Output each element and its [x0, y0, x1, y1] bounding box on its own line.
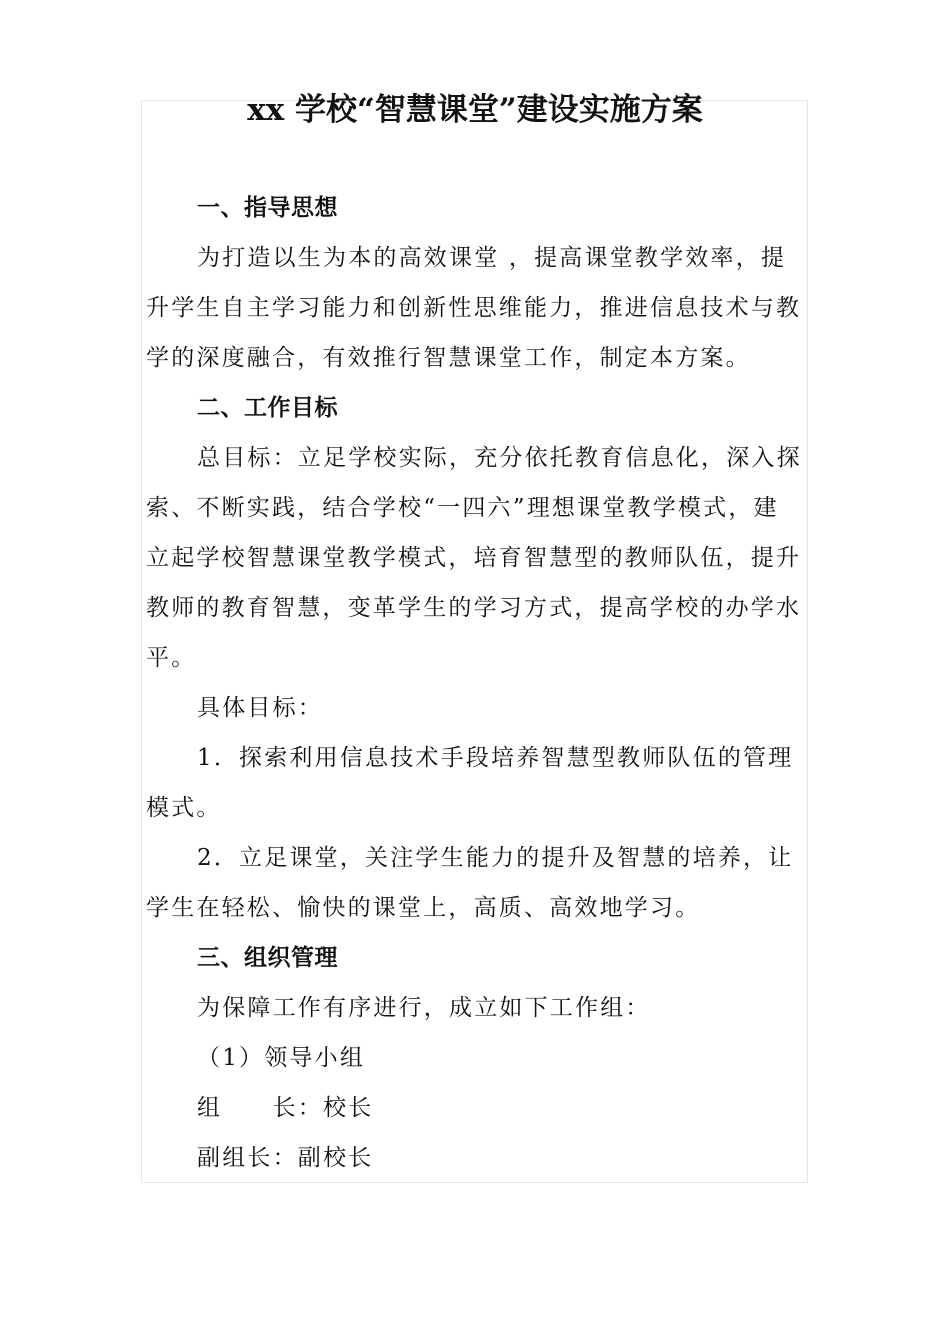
paragraph-line: 索、不断实践，结合学校“一四六”理想课堂教学模式，建 — [146, 495, 779, 521]
section-heading-organization: 三、组织管理 — [197, 945, 338, 971]
leadership-group-label: （1）领导小组 — [197, 1045, 366, 1071]
group-leader: 组 长：校长 — [197, 1095, 374, 1121]
section-heading-guiding-ideology: 一、指导思想 — [197, 195, 338, 221]
paragraph-line: 总目标：立足学校实际，充分依托教育信息化，深入探 — [197, 445, 802, 471]
specific-goals-label: 具体目标： — [197, 695, 323, 721]
document-title: xx 学校“智慧课堂”建设实施方案 — [247, 92, 703, 128]
goal-item-1-line: 1．探索利用信息技术手段培养智慧型教师队伍的管理 — [197, 745, 794, 771]
paragraph-line: 学的深度融合，有效推行智慧课堂工作，制定本方案。 — [146, 345, 751, 371]
section-heading-work-goals: 二、工作目标 — [197, 395, 338, 421]
organization-intro: 为保障工作有序进行，成立如下工作组： — [197, 995, 651, 1021]
paragraph-line: 升学生自主学习能力和创新性思维能力，推进信息技术与教 — [146, 295, 802, 321]
goal-item-1-line: 模式。 — [146, 795, 222, 821]
goal-item-2-line: 2．立足课堂，关注学生能力的提升及智慧的培养，让 — [197, 845, 794, 871]
paragraph-line: 为打造以生为本的高效课堂 ，提高课堂教学效率，提 — [197, 245, 787, 271]
document-body — [146, 183, 806, 1183]
vice-group-leader: 副组长：副校长 — [197, 1145, 374, 1171]
paragraph-line: 立起学校智慧课堂教学模式，培育智慧型的教师队伍，提升 — [146, 545, 802, 571]
paragraph-line: 平。 — [146, 645, 197, 671]
goal-item-2-line: 学生在轻松、愉快的课堂上，高质、高效地学习。 — [146, 895, 701, 921]
paragraph-line: 教师的教育智慧，变革学生的学习方式，提高学校的办学水 — [146, 595, 802, 621]
